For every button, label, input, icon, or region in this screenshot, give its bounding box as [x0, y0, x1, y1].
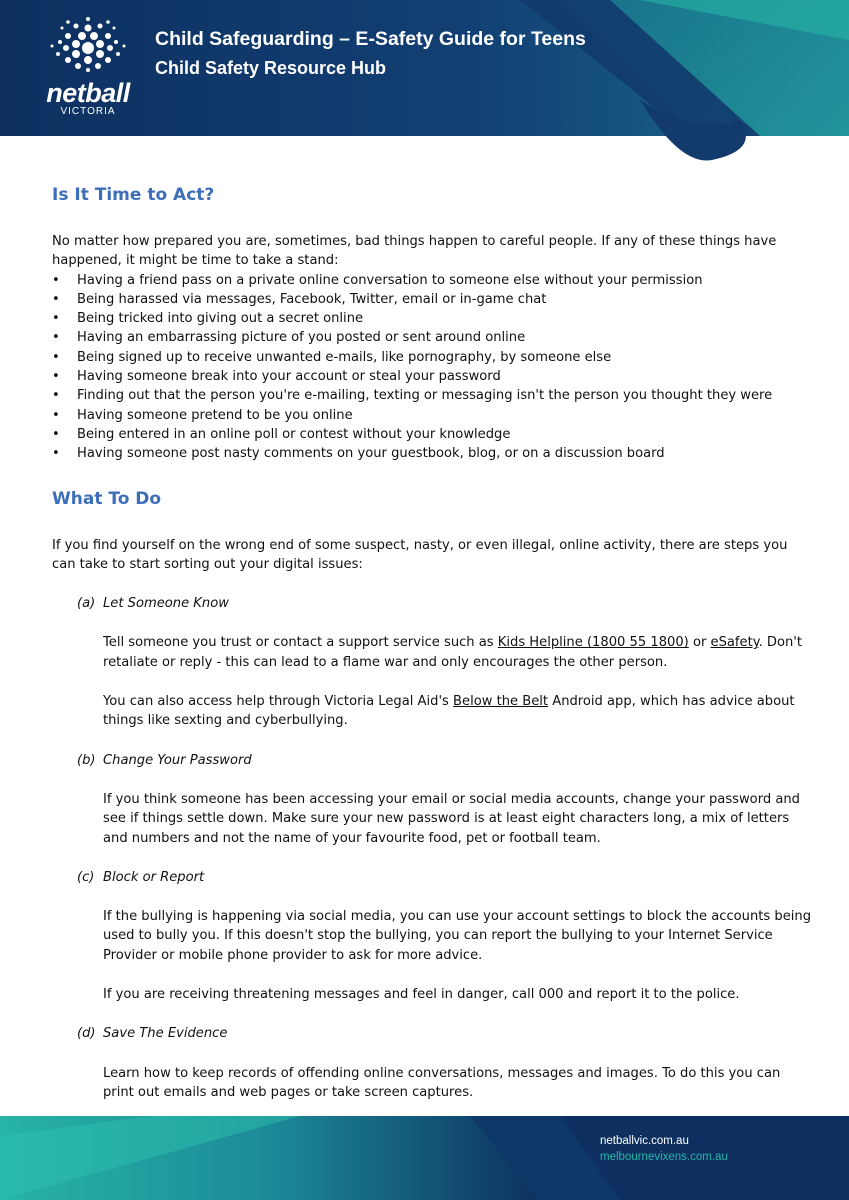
section-heading-time-to-act: Is It Time to Act?: [52, 185, 215, 205]
list-item: • Having someone pretend to be you online: [52, 406, 812, 425]
step-a-paragraph-1: Tell someone you trust or contact a support service such as Kids Helpline (1800 55 1800) or eSafety. Don't retaliate or reply - this can lead to a flame war and only encourages the other person.: [103, 635, 803, 670]
list-item: • Having someone break into your account or steal your password: [52, 367, 812, 386]
step-d-paragraph: Learn how to keep records of offending online conversations, messages and images. To do this you can print out emails and web pages or take screen captures.: [103, 1065, 781, 1100]
list-item: • Having a friend pass on a private online conversation to someone else without your permission: [52, 271, 812, 290]
bullet-icon: •: [52, 388, 60, 404]
list-item: • Finding out that the person you're e-mailing, texting or messaging isn't the person you thought they were: [52, 386, 812, 405]
bullet-icon: •: [52, 446, 60, 462]
step-letter: (d): [77, 1026, 96, 1042]
bullet-icon: •: [52, 291, 60, 307]
bullet-icon: •: [52, 330, 60, 346]
document-body: [52, 180, 812, 1102]
page-footer: [0, 1116, 849, 1200]
bullet-icon: •: [52, 407, 60, 423]
section-heading-what-to-do: What To Do: [52, 488, 162, 509]
logo-wordmark: netball: [46, 78, 130, 108]
step-b-heading: (b) Change Your Password: [52, 751, 812, 770]
step-c-paragraph-2: If you are receiving threatening messages and feel in danger, call 000 and report it to the police.: [103, 987, 740, 1003]
step-letter: (c): [77, 869, 95, 885]
bullet-icon: •: [52, 369, 60, 385]
page-title: Child Safeguarding – E-Safety Guide for Teens: [155, 28, 586, 50]
list-item: • Being signed up to receive unwanted e-mails, like pornography, by someone else: [52, 348, 812, 367]
step-b-paragraph: If you think someone has been accessing your email or social media accounts, change your password and see if things settle down. Make sure your new password is at least eight characters long, a mix of letters and numbers and not the name of your favourite food, pet or football team.: [103, 791, 800, 846]
list-item: • Having someone post nasty comments on your guestbook, blog, or on a discussion board: [52, 444, 812, 463]
step-c-paragraph-1: If the bullying is happening via social media, you can use your account settings to block the accounts being used to bully you. If this doesn't stop the bullying, you can report the bullying to your Internet Service Provider or mobile phone provider to ask for more advice.: [103, 909, 812, 963]
bullet-icon: •: [52, 426, 60, 442]
section2-intro: If you find yourself on the wrong end of some suspect, nasty, or even illegal, online activity, there are steps you can take to start sorting out your digital issues:: [52, 537, 788, 572]
logo-subtext: VICTORIA: [60, 106, 116, 117]
bullet-icon: •: [52, 311, 60, 327]
list-item: • Being tricked into giving out a secret online: [52, 309, 812, 328]
section1-intro: No matter how prepared you are, sometimes, bad things happen to careful people. If any of these things have happened, it might be time to take a stand:: [52, 234, 777, 269]
warning-signs-list: [52, 271, 812, 464]
melbournevixens-website-link[interactable]: melbournevixens.com.au: [600, 1151, 728, 1163]
step-letter: (a): [77, 596, 96, 612]
bullet-icon: •: [52, 349, 60, 365]
step-a-heading: (a) Let Someone Know: [52, 594, 812, 613]
step-a-paragraph-2: You can also access help through Victoria Legal Aid's Below the Belt Android app, which has advice about things like sexting and cyberbullying.: [103, 694, 795, 729]
step-c-heading: (c) Block or Report: [52, 868, 812, 887]
list-item: • Being entered in an online poll or contest without your knowledge: [52, 425, 812, 444]
header-curve-tail: [0, 0, 849, 170]
below-the-belt-link[interactable]: Below the Belt: [453, 694, 549, 710]
bullet-icon: •: [52, 272, 60, 288]
list-item: • Having an embarrassing picture of you posted or sent around online: [52, 328, 812, 347]
step-letter: (b): [77, 752, 96, 768]
step-d-heading: (d) Save The Evidence: [52, 1024, 812, 1043]
esafety-link[interactable]: eSafety: [710, 635, 759, 651]
kids-helpline-link[interactable]: Kids Helpline (1800 55 1800): [497, 635, 689, 651]
page-subtitle: Child Safety Resource Hub: [155, 58, 387, 78]
netballvic-website-link[interactable]: netballvic.com.au: [600, 1135, 689, 1147]
list-item: • Being harassed via messages, Facebook, Twitter, email or in-game chat: [52, 290, 812, 309]
